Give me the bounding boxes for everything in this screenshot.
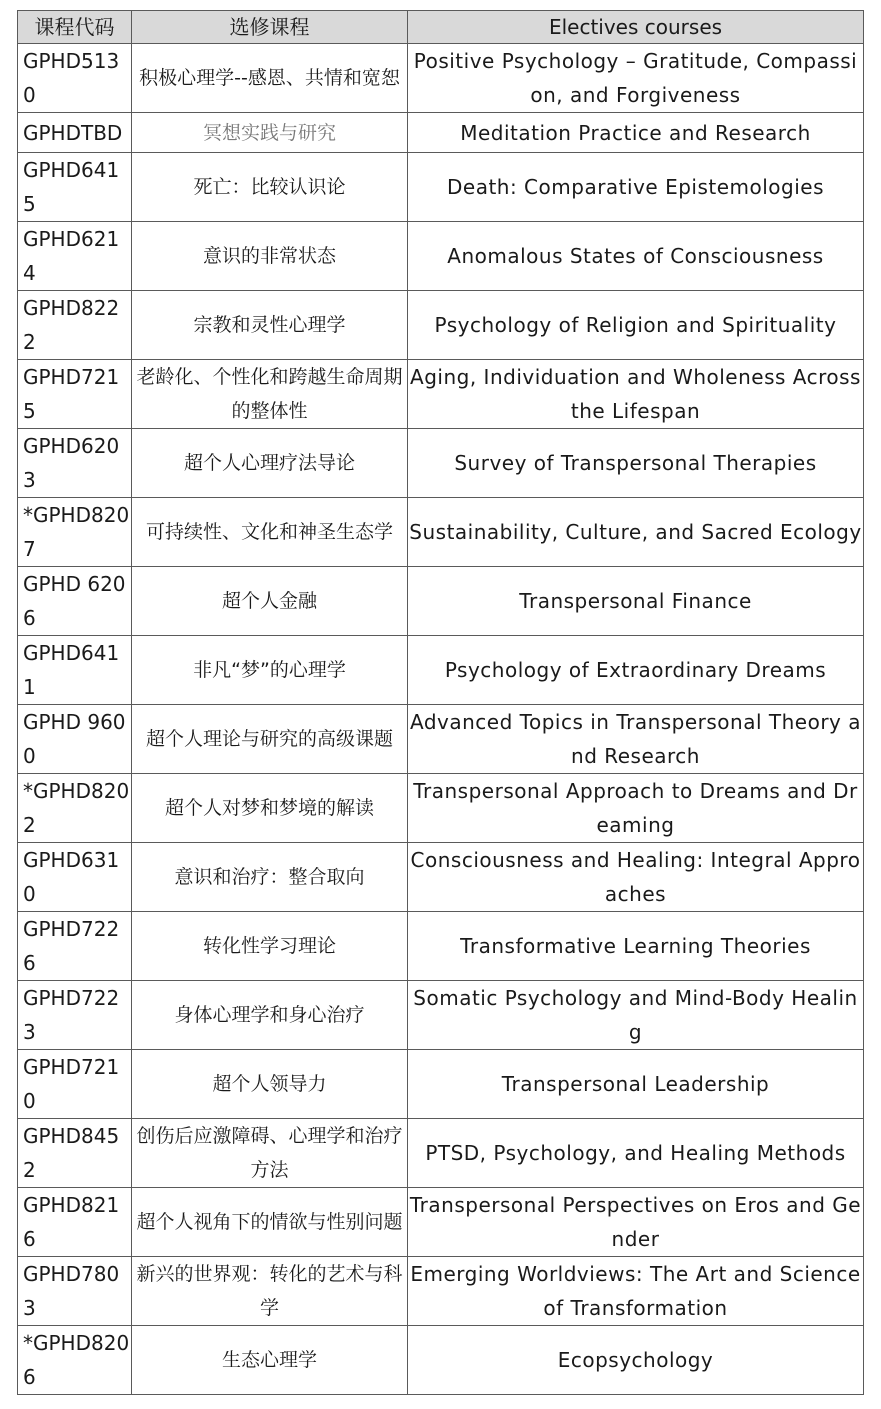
course-name-cn: 宗教和灵性心理学 [132, 291, 408, 360]
table-row [18, 912, 864, 981]
course-name-cn: 冥想实践与研究 [132, 113, 408, 153]
course-code: GPHD6310 [18, 843, 132, 912]
course-name-cn: 积极心理学--感恩、共情和宽恕 [132, 44, 408, 113]
course-name-cn: 超个人心理疗法导论 [132, 429, 408, 498]
course-name-cn: 生态心理学 [132, 1326, 408, 1395]
course-name-en: Transpersonal Finance [408, 567, 864, 636]
course-name-cn: 身体心理学和身心治疗 [132, 981, 408, 1050]
course-code: GPHD 9600 [18, 705, 132, 774]
course-code: *GPHD8202 [18, 774, 132, 843]
table-row [18, 981, 864, 1050]
course-name-cn: 意识的非常状态 [132, 222, 408, 291]
course-name-en: Positive Psychology – Gratitude, Compassion, and Forgiveness [408, 44, 864, 113]
course-name-cn: 新兴的世界观：转化的艺术与科学 [132, 1257, 408, 1326]
header-row [18, 11, 864, 44]
table-row [18, 1257, 864, 1326]
course-name-en: PTSD, Psychology, and Healing Methods [408, 1119, 864, 1188]
course-name-en: Somatic Psychology and Mind-Body Healing [408, 981, 864, 1050]
course-name-cn: 超个人视角下的情欲与性别问题 [132, 1188, 408, 1257]
course-name-cn: 可持续性、文化和神圣生态学 [132, 498, 408, 567]
table-row [18, 429, 864, 498]
course-code: GPHD7226 [18, 912, 132, 981]
course-name-cn: 转化性学习理论 [132, 912, 408, 981]
table-row [18, 1119, 864, 1188]
header-course-code: 课程代码 [18, 11, 132, 44]
table-row [18, 774, 864, 843]
course-code: GPHD7803 [18, 1257, 132, 1326]
course-name-en: Meditation Practice and Research [408, 113, 864, 153]
course-name-cn: 超个人理论与研究的高级课题 [132, 705, 408, 774]
course-code: GPHD7210 [18, 1050, 132, 1119]
header-elective-course-en: Electives courses [408, 11, 864, 44]
electives-table [17, 10, 864, 1395]
course-name-en: Transformative Learning Theories [408, 912, 864, 981]
course-name-cn: 超个人领导力 [132, 1050, 408, 1119]
course-name-en: Survey of Transpersonal Therapies [408, 429, 864, 498]
course-name-cn: 死亡：比较认识论 [132, 153, 408, 222]
course-code: GPHD 6206 [18, 567, 132, 636]
course-code: GPHD7215 [18, 360, 132, 429]
course-name-en: Psychology of Extraordinary Dreams [408, 636, 864, 705]
header-elective-course-cn: 选修课程 [132, 11, 408, 44]
course-name-en: Anomalous States of Consciousness [408, 222, 864, 291]
table-row [18, 1326, 864, 1395]
table-row [18, 498, 864, 567]
course-code: *GPHD8207 [18, 498, 132, 567]
table-row [18, 1188, 864, 1257]
course-code: GPHD6415 [18, 153, 132, 222]
table-row [18, 567, 864, 636]
course-name-cn: 非凡“梦”的心理学 [132, 636, 408, 705]
course-code: GPHD8216 [18, 1188, 132, 1257]
table-row [18, 1050, 864, 1119]
course-name-en: Transpersonal Perspectives on Eros and Gender [408, 1188, 864, 1257]
table-row [18, 113, 864, 153]
course-name-cn: 意识和治疗：整合取向 [132, 843, 408, 912]
course-code: GPHD5130 [18, 44, 132, 113]
course-name-cn: 超个人对梦和梦境的解读 [132, 774, 408, 843]
course-name-en: Advanced Topics in Transpersonal Theory and Research [408, 705, 864, 774]
course-code: GPHD7223 [18, 981, 132, 1050]
course-name-cn: 超个人金融 [132, 567, 408, 636]
course-name-cn: 创伤后应激障碍、心理学和治疗方法 [132, 1119, 408, 1188]
course-name-en: Ecopsychology [408, 1326, 864, 1395]
course-name-en: Aging, Individuation and Wholeness Across the Lifespan [408, 360, 864, 429]
course-name-en: Transpersonal Approach to Dreams and Dreaming [408, 774, 864, 843]
course-name-en: Consciousness and Healing: Integral Approaches [408, 843, 864, 912]
table-row [18, 222, 864, 291]
table-row [18, 705, 864, 774]
course-name-cn: 老龄化、个性化和跨越生命周期的整体性 [132, 360, 408, 429]
table-row [18, 636, 864, 705]
course-name-en: Death: Comparative Epistemologies [408, 153, 864, 222]
course-code: GPHD8222 [18, 291, 132, 360]
course-code: *GPHD8206 [18, 1326, 132, 1395]
table-row [18, 153, 864, 222]
table-row [18, 360, 864, 429]
course-name-en: Emerging Worldviews: The Art and Science of Transformation [408, 1257, 864, 1326]
course-name-en: Sustainability, Culture, and Sacred Ecology [408, 498, 864, 567]
course-code: GPHD6203 [18, 429, 132, 498]
course-code: GPHD6214 [18, 222, 132, 291]
course-name-en: Psychology of Religion and Spirituality [408, 291, 864, 360]
course-name-en: Transpersonal Leadership [408, 1050, 864, 1119]
course-code: GPHDTBD [18, 113, 132, 153]
table-row [18, 44, 864, 113]
table-row [18, 843, 864, 912]
course-code: GPHD8452 [18, 1119, 132, 1188]
course-code: GPHD6411 [18, 636, 132, 705]
table-row [18, 291, 864, 360]
